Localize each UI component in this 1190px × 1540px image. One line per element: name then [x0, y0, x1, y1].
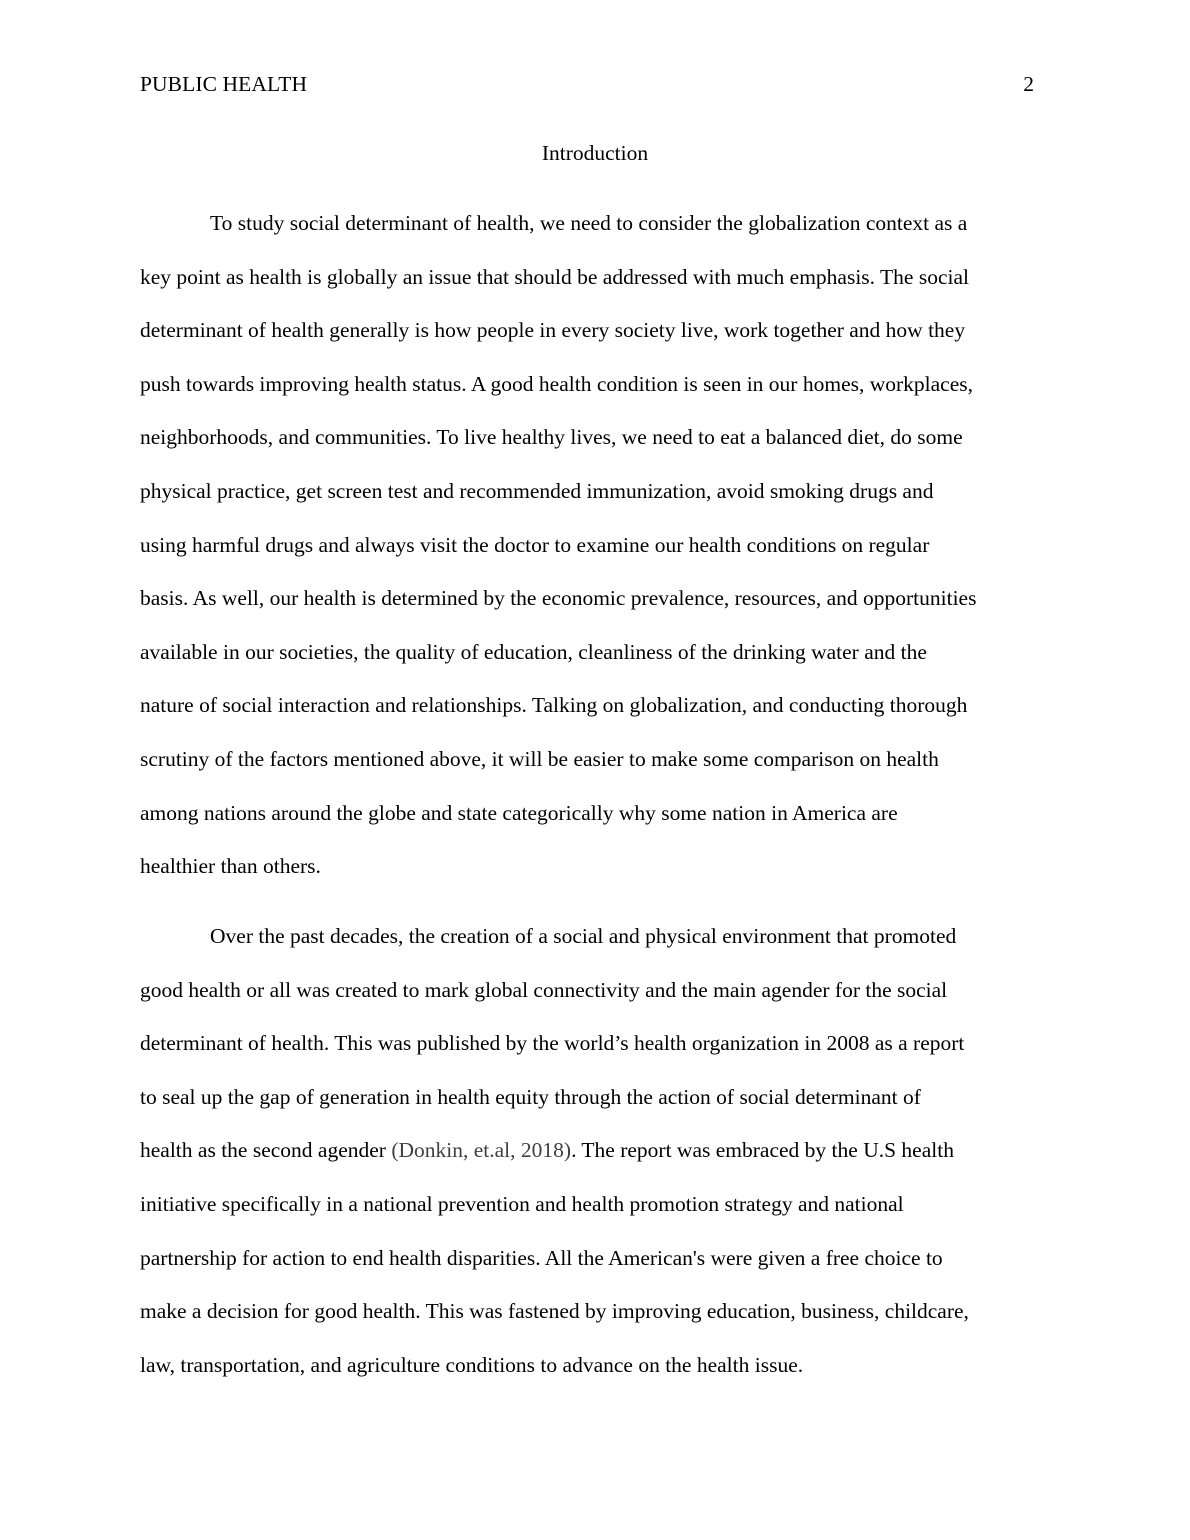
paragraph-line: To study social determinant of health, we need to consider the globalization context as a	[210, 211, 968, 235]
paragraph-line: using harmful drugs and always visit the doctor to examine our health conditions on regular	[140, 532, 930, 557]
paragraph-2	[140, 922, 1054, 1404]
paragraph-line: available in our societies, the quality of education, cleanliness of the drinking water and the	[140, 639, 927, 664]
paragraph-line: Over the past decades, the creation of a social and physical environment that promoted	[210, 924, 957, 948]
paragraph-line: push towards improving health status. A good health condition is seen in our homes, workplaces,	[140, 371, 974, 396]
paragraph-line: neighborhoods, and communities. To live healthy lives, we need to eat a balanced diet, do some	[140, 425, 963, 450]
paragraph-line: partnership for action to end health disparities. All the American's were given a free choice to	[140, 1245, 943, 1270]
in-text-citation: (Donkin, et.al, 2018)	[391, 1138, 572, 1163]
paragraph-line: initiative specifically in a national prevention and health promotion strategy and national	[140, 1191, 904, 1216]
paragraph-line: law, transportation, and agriculture conditions to advance on the health issue.	[140, 1352, 804, 1377]
section-title: Introduction	[541, 141, 649, 165]
paragraph-line: among nations around the globe and state categorically why some nation in America are	[140, 800, 898, 825]
paragraph-line: good health or all was created to mark global connectivity and the main agender for the social	[140, 977, 948, 1002]
paragraph-line: basis. As well, our health is determined by the economic prevalence, resources, and opportunities	[140, 586, 977, 611]
paragraph-line: key point as health is globally an issue that should be addressed with much emphasis. The social	[140, 264, 969, 289]
paragraph-line: healthier than others.	[140, 854, 321, 879]
paragraph-1	[140, 209, 1054, 906]
paragraph-line: determinant of health generally is how people in every society live, work together and how they	[140, 318, 966, 343]
paragraph-line: scrutiny of the factors mentioned above, it will be easier to make some comparison on health	[140, 746, 939, 771]
paragraph-line: make a decision for good health. This was fastened by improving education, business, childcare,	[140, 1299, 969, 1324]
paragraph-line: determinant of health. This was published by the world’s health organization in 2008 as a report	[140, 1031, 965, 1056]
paragraph-line: physical practice, get screen test and recommended immunization, avoid smoking drugs and	[140, 478, 934, 503]
page-number: 2	[1023, 72, 1034, 96]
citation-line-before: health as the second agender	[140, 1138, 392, 1163]
paragraph-line-with-citation	[140, 1136, 1054, 1190]
running-head: PUBLIC HEALTH	[140, 72, 308, 96]
paragraph-line: nature of social interaction and relationships. Talking on globalization, and conducting thorough	[140, 693, 968, 718]
paragraph-line: to seal up the gap of generation in health equity through the action of social determinant of	[140, 1084, 921, 1109]
citation-line-after: . The report was embraced by the U.S health	[571, 1138, 954, 1163]
